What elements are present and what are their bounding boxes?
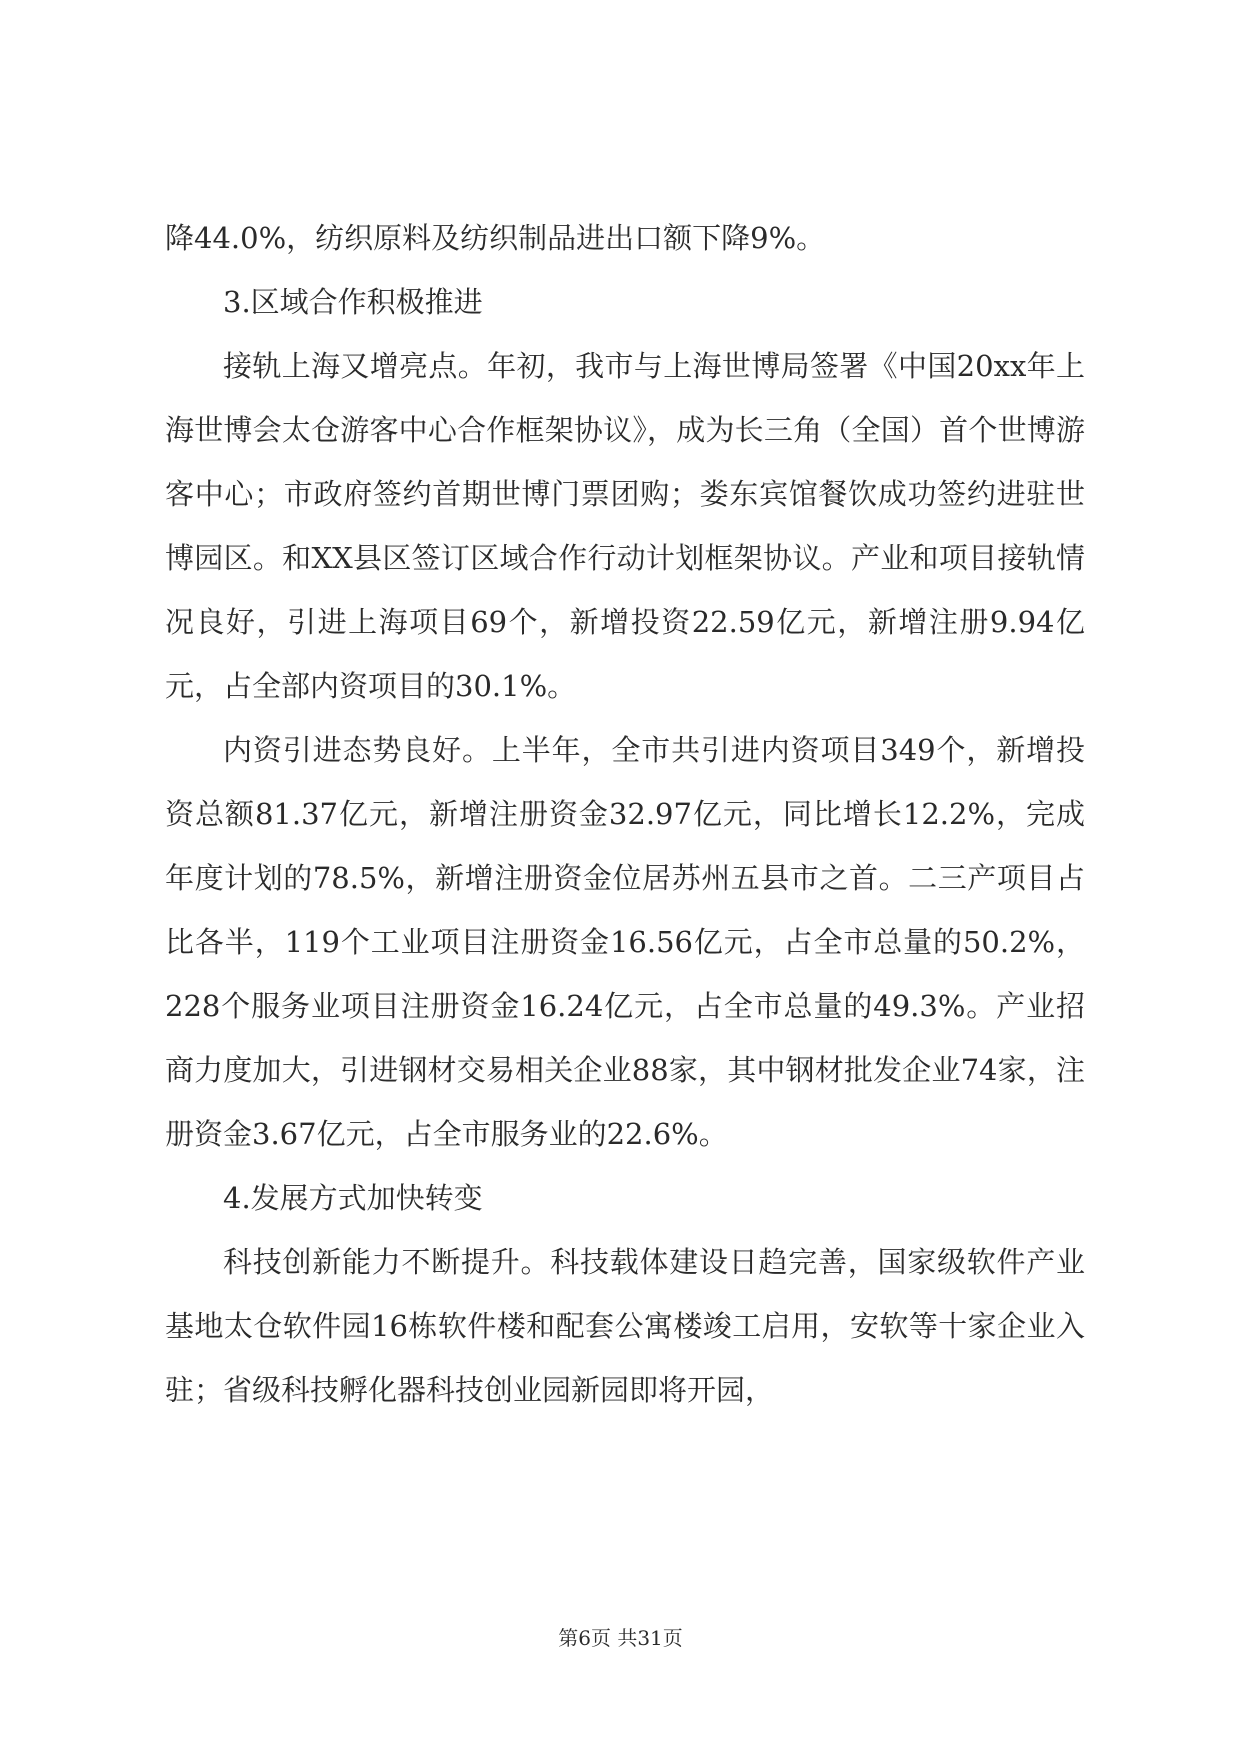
document-body xyxy=(165,206,1085,1422)
page-footer: 第6页 共31页 xyxy=(558,1626,683,1650)
section-heading-regional-cooperation: 3.区域合作积极推进 xyxy=(223,285,483,319)
paragraph-domestic-investment: 内资引进态势良好。上半年，全市共引进内资项目349个，新增投资总额81.37亿元，新增注册资金32.97亿元，同比增长12.2%，完成年度计划的78.5%，新增注册资金位居苏州五县市之首。二三产项目占比各半，119个工业项目注册资金16.56亿元，占全市总量的50.2%，228个服务业项目注册资金16.24亿元，占全市总量的49.3%。产业招商力度加大，引进钢材交易相关企业88家，其中钢材批发企业74家，注册资金3.67亿元，占全市服务业的22.6%。 xyxy=(165,733,1085,1151)
paragraph-continuation: 降44.0%，纺织原料及纺织制品进出口额下降9%。 xyxy=(165,221,826,255)
section-heading-development-mode: 4.发展方式加快转变 xyxy=(223,1181,483,1215)
paragraph-shanghai-integration: 接轨上海又增亮点。年初，我市与上海世博局签署《中国20xx年上海世博会太仓游客中心合作框架协议》，成为长三角（全国）首个世博游客中心；市政府签约首期世博门票团购；娄东宾馆餐饮成功签约进驻世博园区。和XX县区签订区域合作行动计划框架协议。产业和项目接轨情况良好，引进上海项目69个，新增投资22.59亿元，新增注册9.94亿元，占全部内资项目的30.1%。 xyxy=(165,349,1085,703)
paragraph-tech-innovation: 科技创新能力不断提升。科技载体建设日趋完善，国家级软件产业基地太仓软件园16栋软件楼和配套公寓楼竣工启用，安软等十家企业入驻；省级科技孵化器科技创业园新园即将开园， xyxy=(165,1245,1085,1407)
